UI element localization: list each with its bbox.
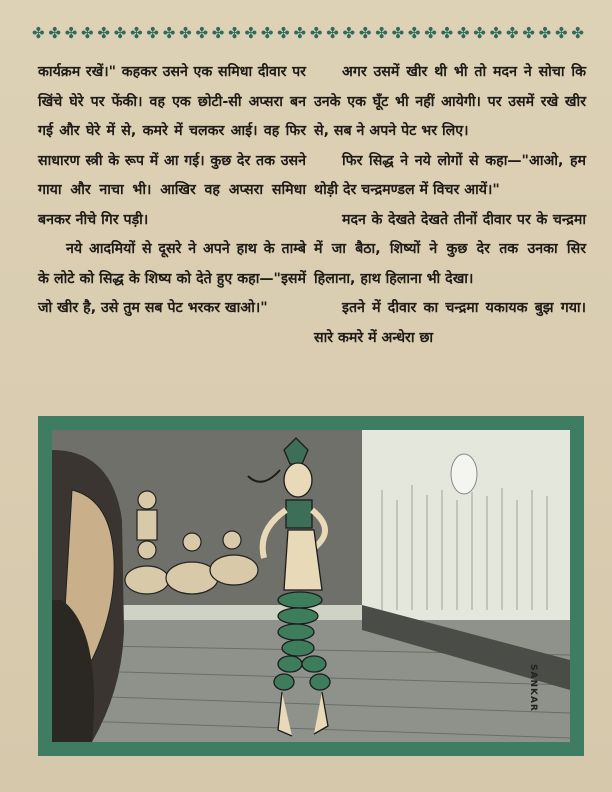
- right-text-column: [314, 58, 586, 353]
- border-ornament-icon: ✤: [244, 24, 258, 42]
- border-ornament-icon: ✤: [522, 24, 535, 42]
- border-ornament-icon: ✤: [571, 24, 584, 42]
- right-paragraph-4: इतने में दीवार का चन्द्रमा यकायक बुझ गया। सारे कमरे में अन्धेरा छा: [314, 300, 586, 346]
- border-ornament-icon: ✤: [375, 24, 388, 42]
- border-ornament-icon: ✤: [179, 24, 192, 42]
- illustration-frame: [38, 416, 584, 756]
- border-ornament-icon: ✤: [391, 24, 405, 42]
- artist-signature: SANKAR: [528, 664, 538, 712]
- border-ornament-icon: ✤: [342, 24, 356, 42]
- border-ornament-icon: ✤: [456, 24, 470, 42]
- border-ornament-icon: ✤: [64, 24, 78, 42]
- moon-icon: [451, 454, 477, 494]
- left-text-column: [38, 58, 306, 324]
- border-ornament-icon: ✤: [407, 24, 421, 42]
- right-paragraph-2: फिर सिद्ध ने नये लोगों से कहा—"आओ, हम थोड़ी देर चन्द्रमण्डल में विचर आयें।": [314, 152, 586, 198]
- border-ornament-icon: ✤: [162, 24, 176, 42]
- border-ornament-icon: ✤: [555, 24, 568, 42]
- border-ornament-icon: ✤: [211, 24, 225, 42]
- border-ornament-icon: ✤: [195, 24, 209, 42]
- border-ornament-icon: ✤: [228, 24, 241, 42]
- border-ornament-icon: ✤: [277, 24, 290, 42]
- border-ornament-icon: ✤: [473, 24, 486, 42]
- border-ornament-icon: ✤: [358, 24, 372, 42]
- border-ornament-icon: ✤: [309, 24, 323, 42]
- border-ornament-icon: ✤: [326, 24, 339, 42]
- border-ornament-icon: ✤: [424, 24, 437, 42]
- border-ornament-icon: ✤: [32, 24, 45, 42]
- border-ornament-icon: ✤: [130, 24, 143, 42]
- border-ornament-icon: ✤: [48, 24, 61, 42]
- border-ornament-icon: ✤: [146, 24, 159, 42]
- border-ornament-icon: ✤: [489, 24, 503, 42]
- border-ornament-icon: ✤: [293, 24, 307, 42]
- left-paragraph-2: नये आदमियों से दूसरे ने अपने हाथ के ताम्बे के लोटे को सिद्ध के शिष्य को देते हुए कहा—"इसमें जो खीर है, उसे तुम सब पेट भरकर खाओ।": [38, 241, 306, 316]
- border-ornament-icon: ✤: [538, 24, 552, 42]
- border-ornament-icon: ✤: [440, 24, 454, 42]
- border-ornament-icon: ✤: [97, 24, 110, 42]
- border-ornament-icon: ✤: [113, 24, 127, 42]
- right-paragraph-3: मदन के देखते देखते तीनों दीवार पर के चन्द्रमा में जा बैठा, शिष्यों ने कुछ देर तक उनका सिर हिलाना, हाथ हिलाना भी देखा।: [314, 211, 586, 287]
- border-ornament-icon: ✤: [260, 24, 274, 42]
- illustration-dancer-scene: [52, 430, 570, 742]
- border-ornament-icon: ✤: [505, 24, 519, 42]
- left-paragraph-1: कार्यक्रम रखें।" कहकर उसने एक समिधा दीवार पर खिंचे घेरे पर फेंकी। वह एक छोटी-सी अप्सरा बन गई और घेरे में से, कमरे में चलकर आई। वह फिर साधारण स्त्री के रूप में आ गई। कुछ देर तक उसने गाया और नाचा भी। आखिर वह अप्सरा समिधा बनकर नीचे गिर पड़ी।: [38, 64, 306, 228]
- right-paragraph-1: अगर उसमें खीर थी भी तो मदन ने सोचा कि उनके एक घूँट भी नहीं आयेगी। पर उसमें रखे खीर से, सब ने अपने पेट भर लिए।: [314, 64, 586, 139]
- ornamental-border: [32, 22, 584, 44]
- border-ornament-icon: ✤: [81, 24, 94, 42]
